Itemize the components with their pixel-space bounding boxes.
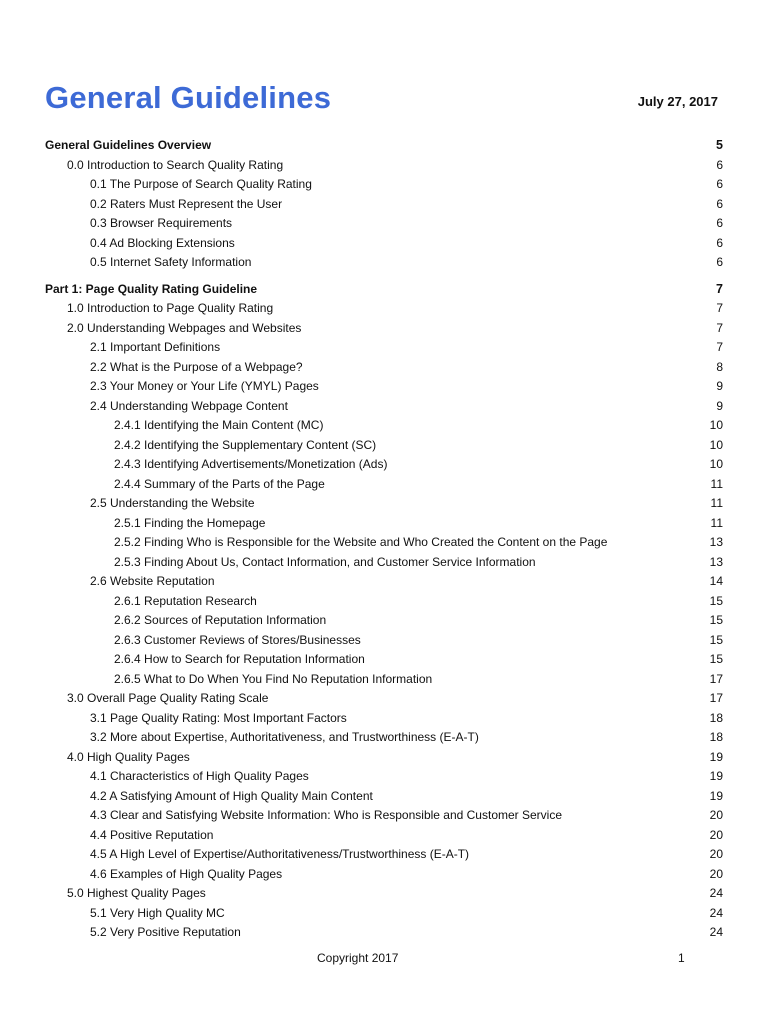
- toc-entry-page: 24: [709, 905, 723, 920]
- toc-entry[interactable]: [0, 514, 768, 534]
- toc-entry[interactable]: [0, 631, 768, 651]
- toc-entry-title: General Guidelines Overview: [45, 138, 212, 152]
- toc-entry[interactable]: [0, 904, 768, 924]
- toc-entry-page: 20: [709, 847, 723, 861]
- document-date: July 27, 2017: [637, 94, 718, 109]
- toc-entry[interactable]: [0, 787, 768, 807]
- toc-entry-title: 2.0 Understanding Webpages and Websites: [67, 320, 302, 335]
- toc-entry-page: 10: [709, 418, 723, 432]
- toc-entry[interactable]: [0, 436, 768, 456]
- page-number: 1: [678, 951, 685, 965]
- toc-entry[interactable]: [0, 689, 768, 709]
- toc-entry-page: 19: [709, 749, 723, 764]
- toc-entry-title: 3.0 Overall Page Quality Rating Scale: [67, 691, 269, 705]
- toc-entry-title: 2.5 Understanding the Website: [90, 496, 255, 510]
- toc-entry[interactable]: [0, 338, 768, 358]
- toc-entry[interactable]: [0, 234, 768, 254]
- toc-entry-title: 2.5.3 Finding About Us, Contact Information, and Customer Service Information: [114, 554, 536, 569]
- toc-entry-title: 2.4.3 Identifying Advertisements/Monetization (Ads): [114, 457, 388, 471]
- toc-entry-page: 20: [709, 866, 723, 881]
- toc-entry[interactable]: [0, 533, 768, 553]
- toc-entry-title: 0.4 Ad Blocking Extensions: [90, 235, 235, 250]
- toc-entry[interactable]: [0, 455, 768, 475]
- toc-entry-page: 19: [709, 769, 723, 783]
- toc-entry-page: 13: [709, 535, 723, 549]
- toc-entry-title: 0.0 Introduction to Search Quality Rating: [67, 157, 284, 172]
- toc-entry-page: 6: [716, 216, 723, 230]
- toc-entry[interactable]: [0, 611, 768, 631]
- toc-section-heading[interactable]: [0, 136, 768, 156]
- toc-entry[interactable]: [0, 748, 768, 768]
- toc-entry[interactable]: [0, 865, 768, 885]
- toc-entry-page: 24: [709, 886, 723, 900]
- toc-entry-page: 9: [716, 398, 723, 413]
- toc-entry-title: 2.4.4 Summary of the Parts of the Page: [114, 476, 325, 491]
- toc-entry-title: 2.4.2 Identifying the Supplementary Content (SC): [114, 437, 377, 452]
- toc-entry-page: 9: [716, 379, 723, 393]
- toc-entry-page: 15: [709, 652, 723, 666]
- toc-entry-page: 11: [710, 515, 723, 530]
- toc-entry-title: 3.1 Page Quality Rating: Most Important Factors: [90, 710, 347, 725]
- toc-entry-title: 0.3 Browser Requirements: [90, 216, 233, 230]
- toc-entry[interactable]: [0, 709, 768, 729]
- toc-entry-page: 6: [716, 157, 723, 172]
- toc-entry[interactable]: [0, 377, 768, 397]
- toc-entry[interactable]: [0, 592, 768, 612]
- toc-entry-title: 4.0 High Quality Pages: [67, 749, 190, 764]
- toc-entry-title: 2.4.1 Identifying the Main Content (MC): [114, 418, 324, 432]
- toc-entry-title: 2.6.5 What to Do When You Find No Reputation Information: [114, 671, 433, 686]
- toc-entry-page: 15: [709, 613, 723, 627]
- toc-entry-title: 5.1 Very High Quality MC: [90, 905, 225, 920]
- toc-entry[interactable]: [0, 650, 768, 670]
- toc-entry-title: 2.2 What is the Purpose of a Webpage?: [90, 359, 303, 374]
- toc-entry-title: 4.3 Clear and Satisfying Website Information: Who is Responsible and Customer Service: [90, 808, 563, 822]
- toc-entry[interactable]: [0, 806, 768, 826]
- toc-entry-page: 14: [709, 574, 723, 588]
- toc-entry[interactable]: [0, 175, 768, 195]
- toc-entry-page: 17: [709, 671, 723, 686]
- toc-entry-title: 4.5 A High Level of Expertise/Authoritativeness/Trustworthiness (E-A-T): [90, 847, 470, 861]
- toc-entry[interactable]: [0, 494, 768, 514]
- toc-entry-title: 2.4 Understanding Webpage Content: [90, 398, 288, 413]
- toc-entry-page: 15: [709, 632, 723, 647]
- toc-entry-title: Part 1: Page Quality Rating Guideline: [45, 281, 258, 296]
- table-of-contents: [0, 136, 768, 943]
- toc-entry-page: 11: [710, 496, 723, 510]
- copyright-text: Copyright 2017: [317, 951, 399, 965]
- toc-entry-page: 10: [709, 437, 723, 452]
- toc-entry-page: 20: [709, 827, 723, 842]
- toc-entry-page: 10: [709, 457, 723, 471]
- toc-entry[interactable]: [0, 728, 768, 748]
- toc-entry-page: 6: [716, 235, 723, 250]
- toc-entry-title: 0.1 The Purpose of Search Quality Rating: [90, 177, 312, 191]
- toc-entry-title: 4.2 A Satisfying Amount of High Quality Main Content: [90, 788, 373, 803]
- toc-entry[interactable]: [0, 397, 768, 417]
- toc-entry-title: 4.6 Examples of High Quality Pages: [90, 866, 283, 881]
- toc-entry[interactable]: [0, 553, 768, 573]
- toc-entry-page: 6: [716, 196, 723, 211]
- toc-entry[interactable]: [0, 195, 768, 215]
- toc-entry[interactable]: [0, 156, 768, 176]
- toc-entry[interactable]: [0, 319, 768, 339]
- toc-entry-title: 5.0 Highest Quality Pages: [67, 886, 206, 900]
- toc-entry[interactable]: [0, 299, 768, 319]
- toc-entry-title: 2.6 Website Reputation: [90, 574, 215, 588]
- toc-section-heading[interactable]: [0, 280, 768, 300]
- toc-entry[interactable]: [0, 923, 768, 943]
- toc-entry-title: 0.5 Internet Safety Information: [90, 255, 252, 269]
- toc-entry[interactable]: [0, 670, 768, 690]
- toc-entry[interactable]: [0, 214, 768, 234]
- toc-entry-title: 4.1 Characteristics of High Quality Pages: [90, 769, 309, 783]
- page-footer: [0, 948, 768, 968]
- toc-entry-title: 2.3 Your Money or Your Life (YMYL) Pages: [90, 379, 319, 393]
- toc-entry-title: 2.5.2 Finding Who is Responsible for the Website and Who Created the Content on the Page: [114, 535, 608, 549]
- toc-entry-page: 7: [716, 281, 723, 296]
- toc-entry-title: 2.6.2 Sources of Reputation Information: [114, 613, 327, 627]
- toc-entry-title: 2.6.3 Customer Reviews of Stores/Businesses: [114, 632, 361, 647]
- toc-entry[interactable]: [0, 358, 768, 378]
- toc-entry-title: 5.2 Very Positive Reputation: [90, 925, 241, 939]
- toc-entry[interactable]: [0, 475, 768, 495]
- page-title: General Guidelines: [45, 80, 332, 115]
- toc-entry-page: 18: [709, 730, 723, 744]
- toc-entry-title: 1.0 Introduction to Page Quality Rating: [67, 301, 274, 315]
- toc-entry-page: 24: [709, 925, 723, 939]
- toc-entry-page: 13: [709, 554, 723, 569]
- toc-entry-page: 11: [710, 476, 723, 491]
- toc-entry-page: 6: [716, 177, 723, 191]
- toc-entry-page: 15: [709, 593, 723, 608]
- toc-entry-title: 2.6.4 How to Search for Reputation Information: [114, 652, 365, 666]
- toc-entry-page: 7: [716, 340, 723, 354]
- toc-entry-title: 3.2 More about Expertise, Authoritativeness, and Trustworthiness (E-A-T): [90, 730, 479, 744]
- toc-entry[interactable]: [0, 253, 768, 273]
- toc-entry[interactable]: [0, 845, 768, 865]
- toc-entry-page: 7: [716, 301, 723, 315]
- toc-entry-title: 2.1 Important Definitions: [90, 340, 221, 354]
- toc-section-gap: [0, 273, 768, 280]
- toc-entry-page: 5: [716, 138, 723, 152]
- toc-entry[interactable]: [0, 884, 768, 904]
- toc-entry-page: 18: [709, 710, 723, 725]
- toc-entry-page: 19: [709, 788, 723, 803]
- toc-entry-page: 20: [709, 808, 723, 822]
- toc-entry-page: 17: [709, 691, 723, 705]
- toc-entry[interactable]: [0, 826, 768, 846]
- toc-entry-title: 2.6.1 Reputation Research: [114, 593, 257, 608]
- toc-entry[interactable]: [0, 416, 768, 436]
- toc-entry-page: 6: [716, 255, 723, 269]
- toc-entry-title: 2.5.1 Finding the Homepage: [114, 515, 266, 530]
- toc-entry-page: 8: [716, 359, 723, 374]
- toc-entry-title: 4.4 Positive Reputation: [90, 827, 214, 842]
- toc-entry[interactable]: [0, 767, 768, 787]
- toc-entry[interactable]: [0, 572, 768, 592]
- toc-entry-title: 0.2 Raters Must Represent the User: [90, 196, 283, 211]
- toc-entry-page: 7: [716, 320, 723, 335]
